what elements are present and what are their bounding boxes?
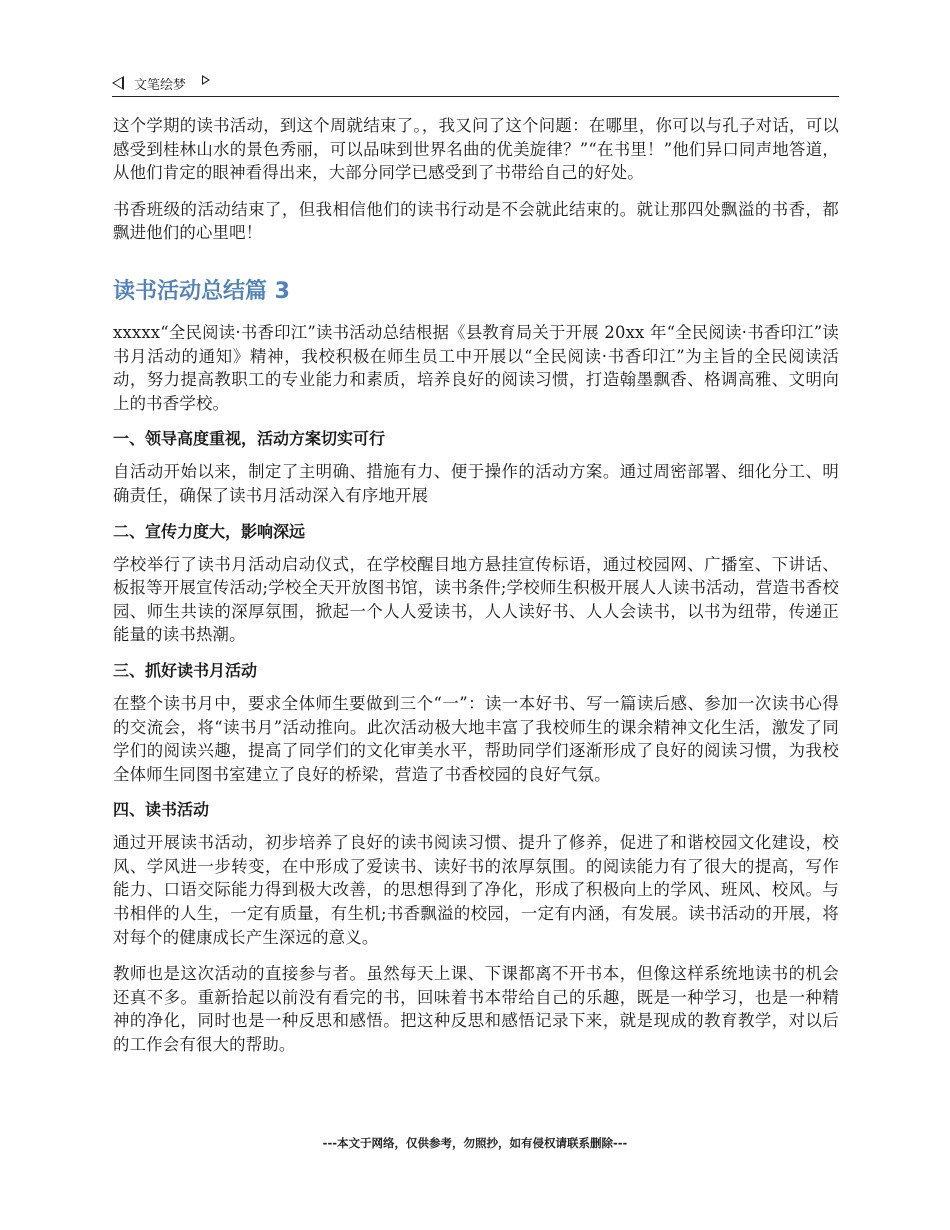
heading-2: 二、宣传力度大，影响深远 [113, 521, 306, 541]
left-triangle-icon [112, 76, 124, 90]
section-1-paragraph: 自活动开始以来，制定了主明确、措施有力、便于操作的活动方案。通过周密部署、细化分工、明确责任，确保了读书月活动深入有序地开展 [113, 462, 839, 505]
header-brand: 文笔绘梦 [134, 78, 187, 93]
section-2-paragraph: 学校举行了读书月活动启动仪式，在学校醒目地方悬挂宣传标语，通过校园网、广播室、下讲话、板报等开展宣传活动;学校全天开放图书馆，读书条件;学校师生积极开展人人读书活动，营造书香校园、师生共读的深厚氛围，掀起一个人人爱读书，人人读好书、人人会读书，以书为纽带，传递正能量的读书热潮。 [113, 554, 839, 645]
heading-3: 三、抓好读书月活动 [113, 660, 258, 680]
section-title: 读书活动总结篇 3 [113, 278, 290, 304]
section-4-paragraph-2: 教师也是这次活动的直接参与者。虽然每天上课、下课都离不开书本，但像这样系统地读书的机会还真不多。重新拾起以前没有看完的书，回味着书本带给自己的乐趣，既是一种学习，也是一种精神的净化，同时也是一种反思和感悟。把这种反思和感悟记录下来，就是现成的教育教学，对以后的工作会有很大的帮助。 [113, 964, 839, 1055]
heading-4: 四、读书活动 [113, 800, 210, 820]
page-footer: ---本文于网络，仅供参考，勿照抄，如有侵权请联系删除--- [322, 1136, 628, 1150]
intro-paragraph-2: 书香班级的活动结束了，但我相信他们的读书行动是不会就此结束的。就让那四处飘溢的书香，都飘进他们的心里吧！ [113, 199, 839, 243]
intro-paragraph-1: 这个学期的读书活动，到这个周就结束了。，我又问了这个问题：在哪里，你可以与孔子对话，可以感受到桂林山水的景色秀丽，可以品味到世界名曲的优美旋律？”“在书里！”他们异口同声地答道，从他们肯定的眼神看得出来，大部分同学已感受到了书带给自己的好处。 [113, 116, 839, 183]
summary-intro: xxxxx“全民阅读·书香印江”读书活动总结根据《县教育局关于开展 20xx 年“全民阅读·书香印江”读书月活动的通知》精神，我校积极在师生员工中开展以“全民阅读·书香印江”为主旨的全民阅读活动，努力提高教职工的专业能力和素质，培养良好的阅读习惯，打造翰墨飘香、格调高雅、文明向上的书香学校。 [113, 322, 839, 413]
page-header [112, 70, 839, 97]
right-triangle-icon [202, 75, 210, 85]
heading-1: 一、领导高度重视，活动方案切实可行 [113, 429, 386, 449]
document-body [113, 114, 839, 1070]
section-3-paragraph: 在整个读书月中，要求全体师生要做到三个“一”：读一本好书、写一篇读后感、参加一次读书心得的交流会，将“读书月”活动推向。此次活动极大地丰富了我校师生的课余精神文化生活，激发了同学们的阅读兴趣，提高了同学们的文化审美水平，帮助同学们逐渐形成了良好的阅读习惯，为我校全体师生同图书室建立了良好的桥梁，营造了书香校园的良好气氛。 [113, 693, 839, 784]
section-4-paragraph-1: 通过开展读书活动，初步培养了良好的读书阅读习惯、提升了修养，促进了和谐校园文化建设，校风、学风进一步转变，在中形成了爱读书、读好书的浓厚氛围。的阅读能力有了很大的提高，写作能力、口语交际能力得到极大改善，的思想得到了净化，形成了积极向上的学风、班风、校风。与书相伴的人生，一定有质量，有生机;书香飘溢的校园，一定有内涵，有发展。读书活动的开展，将对每个的健康成长产生深远的意义。 [113, 833, 839, 947]
